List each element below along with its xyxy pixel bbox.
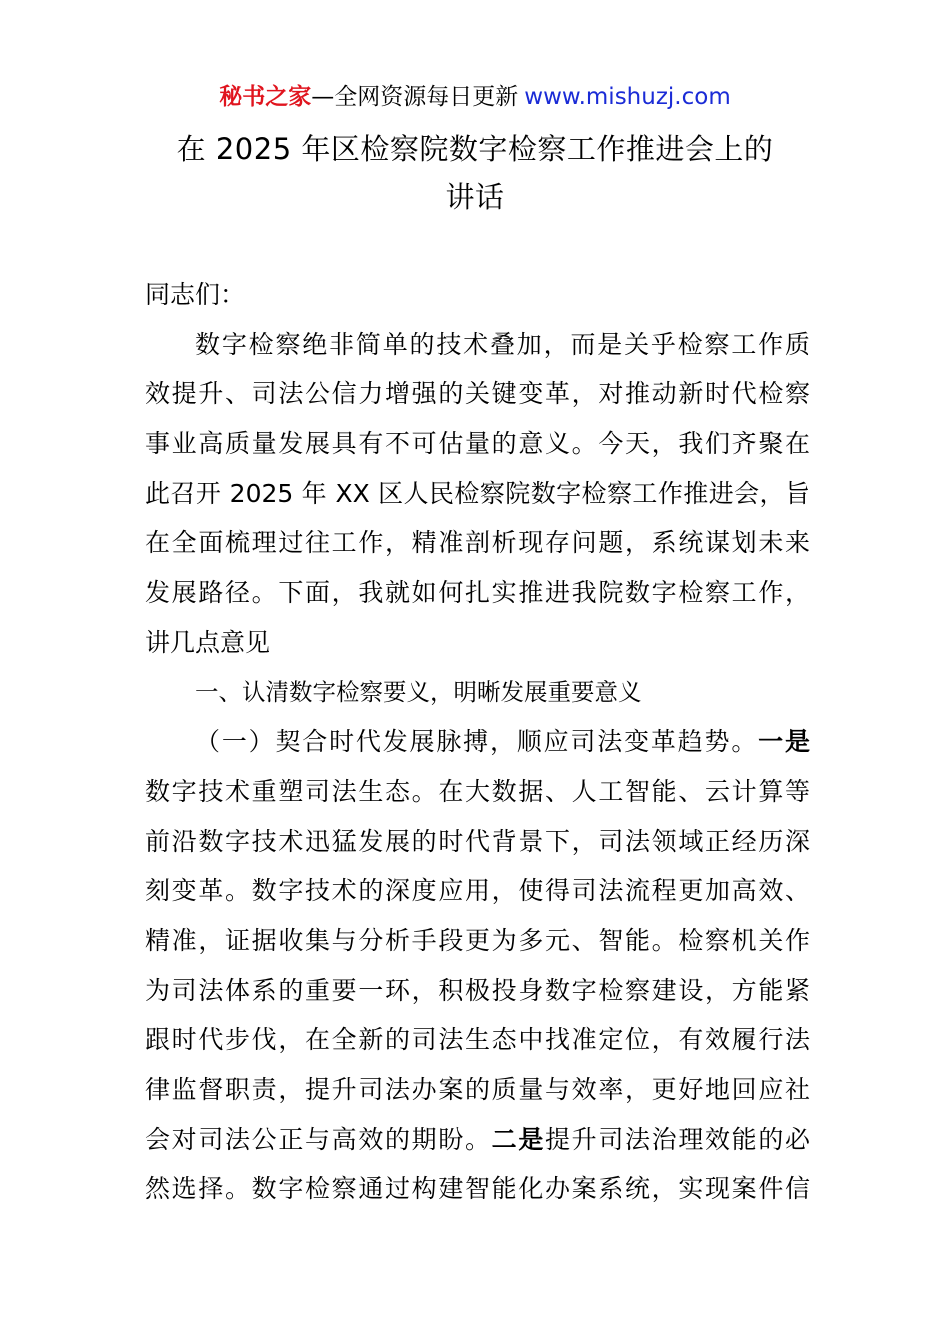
paragraph-line: 此召开 2025 年 XX 区人民检察院数字检察工作推进会，旨 xyxy=(145,478,810,508)
paragraph-line xyxy=(145,1115,810,1165)
point-marker-bold: 二是 xyxy=(491,1124,545,1154)
point-marker-bold: 一是 xyxy=(758,727,810,757)
subsection-text: （一）契合时代发展脉搏，顺应司法变革趋势。 xyxy=(195,727,759,757)
text-segment: 会对司法公正与高效的期盼。 xyxy=(145,1124,492,1154)
paragraph-line: 刻变革。数字技术的深度应用，使得司法流程更加高效、 xyxy=(145,876,810,906)
salutation: 同志们： xyxy=(145,280,246,309)
paragraph-line: 然选择。数字检察通过构建智能化办案系统，实现案件信 xyxy=(145,1174,810,1204)
paragraph-line: 为司法体系的重要一环，积极投身数字检察建设，方能紧 xyxy=(145,975,810,1005)
paragraph-line: 跟时代步伐，在全新的司法生态中找准定位，有效履行法 xyxy=(145,1025,810,1055)
paragraph-line: 事业高质量发展具有不可估量的意义。今天，我们齐聚在 xyxy=(145,429,810,459)
paragraph-line: 律监督职责，提升司法办案的质量与效率，更好地回应社 xyxy=(145,1075,810,1104)
title-line-2: 讲话 xyxy=(445,180,505,214)
title-line-1: 在 2025 年区检察院数字检察工作推进会上的 xyxy=(176,132,774,166)
text-segment: 提升司法治理效能的必 xyxy=(545,1124,810,1154)
paragraph-line: 数字技术重塑司法生态。在大数据、人工智能、云计算等 xyxy=(145,776,810,806)
subsection-heading xyxy=(145,717,810,767)
site-url-link[interactable]: www.mishuzj.com xyxy=(524,84,731,110)
paragraph-line: 前沿数字技术迅猛发展的时代背景下，司法领域正经历深 xyxy=(145,826,810,856)
document-title xyxy=(100,125,850,221)
paragraph-line: 数字检察绝非简单的技术叠加，而是关乎检察工作质 xyxy=(195,329,810,359)
paragraph-line: 效提升、司法公信力增强的关键变革，对推动新时代检察 xyxy=(145,379,810,409)
paragraph-line: 讲几点意见 xyxy=(145,627,271,657)
brand-name: 秘书之家 xyxy=(219,84,312,110)
document-body xyxy=(145,270,810,1214)
header-tagline: —全网资源每日更新 xyxy=(311,84,519,110)
paragraph-line: 精准，证据收集与分析手段更为多元、智能。检察机关作 xyxy=(145,925,810,955)
section-heading: 一、认清数字检察要义，明晰发展重要意义 xyxy=(195,677,642,706)
paragraph-line: 发展路径。下面，我就如何扎实推进我院数字检察工作， xyxy=(145,578,810,608)
site-header xyxy=(0,80,950,114)
paragraph-line: 在全面梳理过往工作，精准剖析现存问题，系统谋划未来 xyxy=(145,528,810,558)
